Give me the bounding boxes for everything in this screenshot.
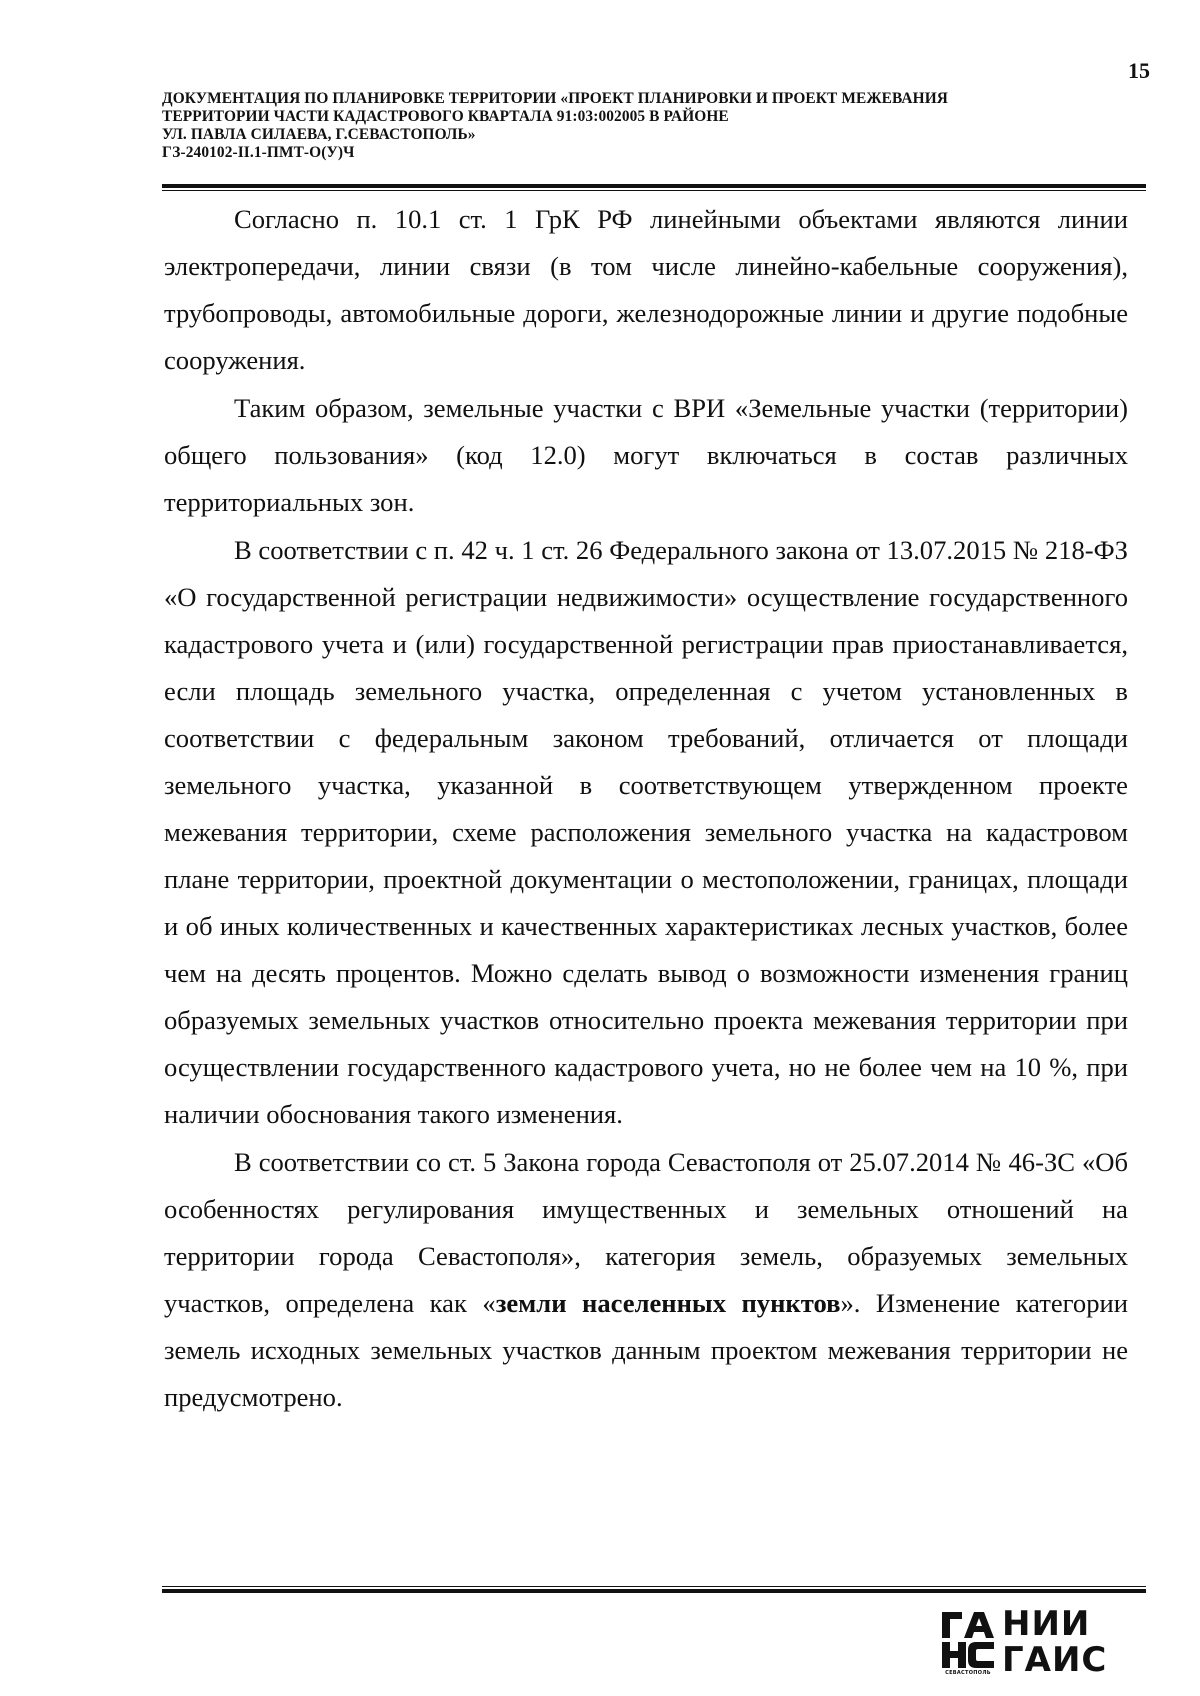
document-code: ГЗ-240102-II.1-ПМТ-О(У)Ч [162,144,355,161]
paragraph-2: Таким образом, земельные участки с ВРИ «Земельные участки (территории) общего пользования» (код 12.0) могут включаться в состав различных территориальных зон. [164,393,1128,517]
logo-wordmark-line-1: НИИ [1002,1604,1091,1644]
document-body [164,196,1128,1421]
header-title-line-2: ТЕРРИТОРИИ ЧАСТИ КАДАСТРОВОГО КВАРТАЛА 91:03:002005 В РАЙОНЕ [162,108,729,125]
header-title-line-3: УЛ. ПАВЛА СИЛАЕВА, Г.СЕВАСТОПОЛЬ» [162,126,476,143]
paragraph-4-text-start: В соответствии со ст. 5 Закона города Севастополя от 25.07.2014 № 46-ЗС «Об особенностях регулирования имущественных и земельных отношений на территории города Севастополя», категория земель, образуемых земельных участков, определена как « [164,1147,1128,1318]
logo-city-label: СЕВАСТОПОЛЬ [945,1670,991,1676]
logo-wordmark-line-2: ГАИС [1002,1640,1108,1680]
document-header [162,90,1122,162]
company-logo [940,1604,1140,1680]
logo-mark-icon [940,1610,996,1676]
paragraph-4-text-end: ». Изменение категории земель исходных земельных участков данным проектом межевания территории не предусмотрено. [164,1288,1128,1412]
footer-divider-thin [162,1586,1146,1587]
page-number: 15 [1128,58,1150,83]
paragraph-3: В соответствии с п. 42 ч. 1 ст. 26 Федерального закона от 13.07.2015 № 218-ФЗ «О государственной регистрации недвижимости» осуществление государственного кадастрового учета и (или) государственной регистрации прав приостанавливается, если площадь земельного участка, определенная с учетом установленных в соответствии с федеральным законом требований, отличается от площади земельного участка, указанной в соответствующем утвержденном проекте межевания территории, схеме расположения земельного участка на кадастровом плане территории, проектной документации о местоположении, границах, площади и об иных количественных и качественных характеристиках лесных участков, более чем на десять процентов. Можно сделать вывод о возможности изменения границ образуемых земельных участков относительно проекта межевания территории при осуществлении государственного кадастрового учета, но не более чем на 10 %, при наличии обоснования такого изменения. [164,535,1128,1129]
land-category-emphasis: земли населенных пунктов [495,1288,841,1318]
paragraph-4 [164,1139,1128,1421]
header-divider-thin [162,190,1146,191]
paragraph-1: Согласно п. 10.1 ст. 1 ГрК РФ линейными объектами являются линии электропередачи, линии связи (в том числе линейно-кабельные сооружения), трубопроводы, автомобильные дороги, железнодорожные линии и другие подобные сооружения. [164,204,1128,375]
footer-divider [162,1589,1146,1593]
logo-wordmark [1002,1606,1142,1678]
header-divider [162,184,1146,188]
header-title-line-1: ДОКУМЕНТАЦИЯ ПО ПЛАНИРОВКЕ ТЕРРИТОРИИ «ПРОЕКТ ПЛАНИРОВКИ И ПРОЕКТ МЕЖЕВАНИЯ [162,90,948,107]
